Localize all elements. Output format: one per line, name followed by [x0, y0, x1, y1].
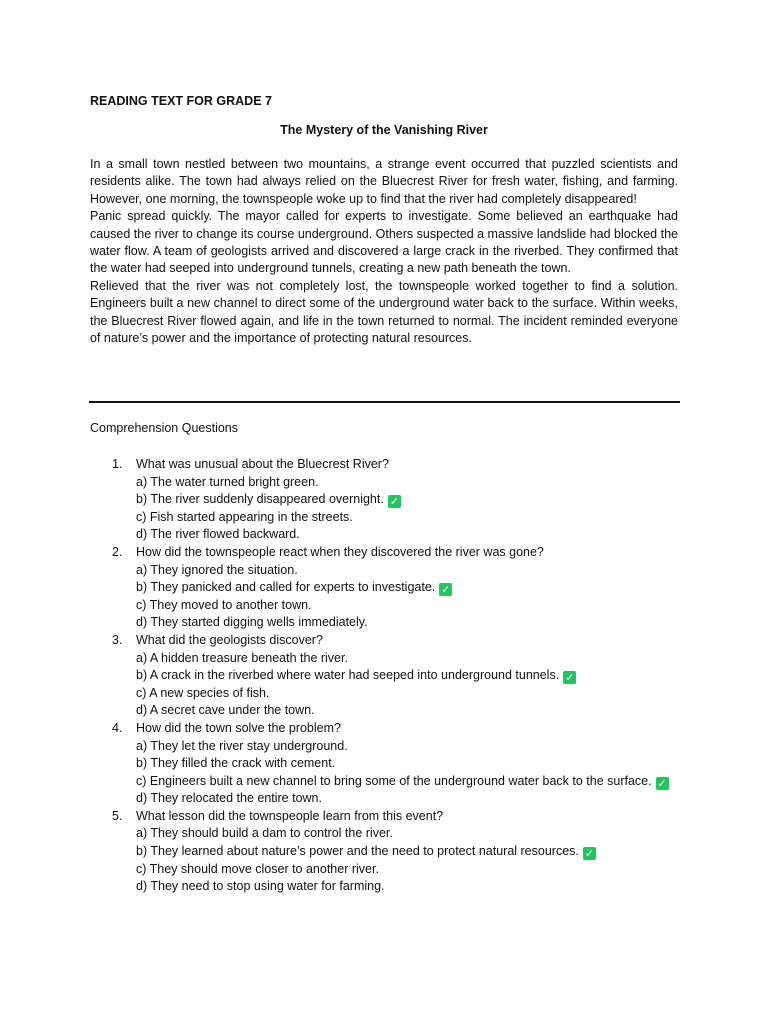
- story-text: [90, 156, 678, 347]
- section-divider: [89, 401, 680, 403]
- check-mark-icon: ✓: [389, 495, 399, 509]
- answer-option: [136, 614, 678, 632]
- answer-option: [136, 878, 678, 896]
- answer-option-text: b) They learned about nature’s power and the need to protect natural resources.: [136, 844, 579, 859]
- answer-option-text: a) The water turned bright green.: [136, 474, 319, 489]
- answer-option: [136, 755, 678, 773]
- answer-option: [136, 825, 678, 843]
- answer-option: [136, 562, 678, 580]
- answer-option: [136, 685, 678, 703]
- question-text: How did the townspeople react when they discovered the river was gone?: [136, 544, 544, 559]
- story-title: The Mystery of the Vanishing River: [280, 123, 488, 137]
- check-mark-icon: ✓: [657, 776, 667, 790]
- answer-option: [136, 738, 678, 756]
- question-item: [90, 808, 678, 896]
- answer-option-text: b) The river suddenly disappeared overnight.: [136, 492, 384, 507]
- answer-option-text: a) A hidden treasure beneath the river.: [136, 650, 348, 665]
- answer-option-text: d) A secret cave under the town.: [136, 703, 315, 718]
- answer-option-text: c) Fish started appearing in the streets.: [136, 509, 353, 524]
- answer-option: [136, 861, 678, 879]
- question-number: 4.: [112, 720, 123, 735]
- question-number: 5.: [112, 808, 123, 823]
- question-text: What did the geologists discover?: [136, 632, 323, 647]
- answer-option-text: d) The river flowed backward.: [136, 527, 300, 542]
- story-paragraph: Panic spread quickly. The mayor called for experts to investigate. Some believed an earthquake had caused the river to change its course underground. Others suspected a massive landslide had blocked the water flow. A team of geologists arrived and discovered a large crack in the riverbed. They confirmed that the water had seeped into underground tunnels, creating a new path beneath the town.: [90, 209, 678, 276]
- question-number: 1.: [112, 457, 123, 471]
- answer-option: [136, 773, 678, 791]
- answer-option: [136, 790, 678, 808]
- question-text: What lesson did the townspeople learn from this event?: [136, 808, 444, 823]
- answer-option-text: b) They filled the crack with cement.: [136, 756, 336, 771]
- answer-option: [136, 526, 678, 544]
- answer-option-text: a) They ignored the situation.: [136, 562, 298, 577]
- answer-option-text: b) A crack in the riverbed where water had seeped into underground tunnels.: [136, 668, 560, 683]
- question-text: What was unusual about the Bluecrest River?: [136, 457, 389, 471]
- answer-option: [136, 597, 678, 615]
- answer-option-text: a) They let the river stay underground.: [136, 738, 348, 753]
- question-number: 3.: [112, 632, 123, 647]
- question-item: [90, 456, 678, 544]
- check-mark-icon: ✓: [441, 583, 451, 597]
- answer-option-text: c) Engineers built a new channel to bring some of the underground water back to the surface.: [136, 773, 652, 788]
- answer-option: [136, 474, 678, 492]
- answer-option: [136, 702, 678, 720]
- question-item: [90, 544, 678, 632]
- answer-option-text: c) A new species of fish.: [136, 685, 270, 700]
- grade-header: READING TEXT FOR GRADE 7: [90, 94, 272, 108]
- check-mark-icon: ✓: [565, 671, 575, 685]
- answer-option-text: d) They started digging wells immediately.: [136, 615, 368, 630]
- question-number: 2.: [112, 544, 123, 559]
- check-mark-icon: ✓: [584, 847, 594, 861]
- answer-option-text: a) They should build a dam to control the river.: [136, 826, 393, 841]
- question-item: [90, 632, 678, 720]
- answer-option: [136, 509, 678, 527]
- question-item: [90, 720, 678, 808]
- answer-option: [136, 667, 678, 685]
- answer-option: [136, 650, 678, 668]
- answer-option: [136, 491, 678, 509]
- answer-option-text: b) They panicked and called for experts to investigate.: [136, 580, 436, 595]
- answer-option-text: c) They should move closer to another river.: [136, 861, 379, 876]
- answer-option: [136, 843, 678, 861]
- question-list: [90, 456, 678, 896]
- answer-option-text: d) They relocated the entire town.: [136, 791, 322, 806]
- answer-option: [136, 579, 678, 597]
- questions-heading: Comprehension Questions: [90, 421, 238, 435]
- answer-option-text: d) They need to stop using water for farming.: [136, 879, 385, 894]
- story-paragraph: In a small town nestled between two mountains, a strange event occurred that puzzled scientists and residents alike. The town had always relied on the Bluecrest River for fresh water, fishing, and farming. However, one morning, the townspeople woke up to find that the river had completely disappeared!: [90, 157, 678, 206]
- story-paragraph: Relieved that the river was not completely lost, the townspeople worked together to find a solution. Engineers built a new channel to direct some of the underground water back to the surface. Within weeks, the Bluecrest River flowed again, and life in the town returned to normal. The incident reminded everyone of nature’s power and the importance of protecting natural resources.: [90, 278, 678, 346]
- answer-option-text: c) They moved to another town.: [136, 597, 312, 612]
- question-text: How did the town solve the problem?: [136, 720, 341, 735]
